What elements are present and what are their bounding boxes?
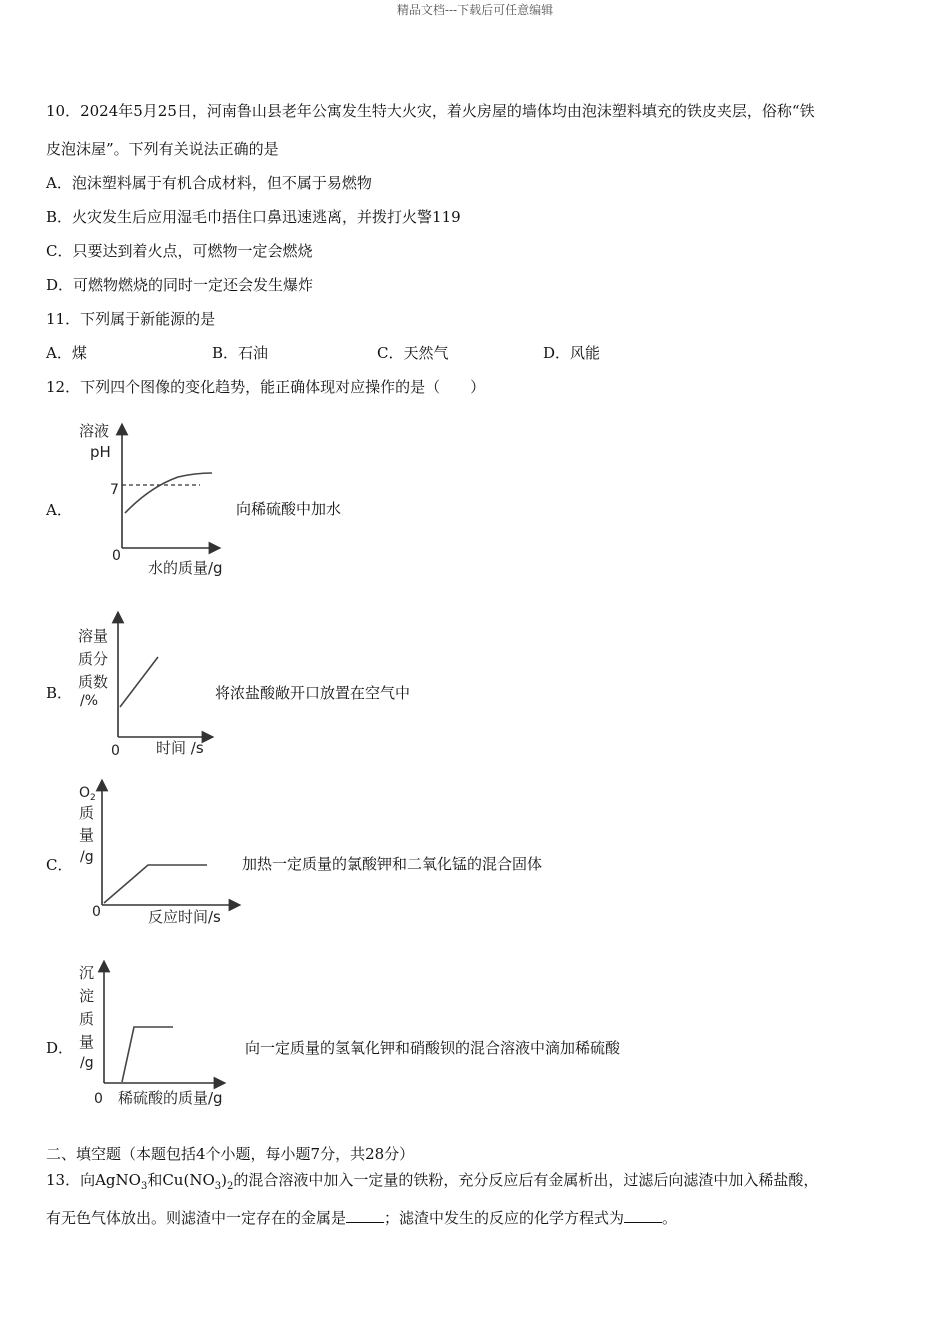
graph-c-y-label-3: /g bbox=[80, 849, 94, 865]
q10-stem-line1: 10．2024年5月25日，河南鲁山县老年公寓发生特大火灾，着火房屋的墙体均由泡沫塑料填充的铁皮夹层，俗称“铁 bbox=[46, 102, 815, 120]
graph-a-curve bbox=[125, 473, 212, 513]
graph-c-origin: 0 bbox=[92, 904, 101, 920]
graph-a-x-label: 水的质量/g bbox=[148, 559, 223, 577]
graph-d-origin: 0 bbox=[94, 1091, 103, 1107]
q12-option-d-label: D． bbox=[46, 1039, 74, 1057]
q11-stem: 11．下列属于新能源的是 bbox=[46, 310, 216, 328]
q11-option-b: B．石油 bbox=[212, 344, 269, 362]
graph-b-y-label-3: 质数 bbox=[78, 673, 109, 691]
q12-option-b-label: B． bbox=[46, 684, 73, 702]
q11-option-a: A．煤 bbox=[46, 344, 87, 362]
graph-a-y-label-1: 溶液 bbox=[79, 422, 110, 440]
q13-blank-1[interactable] bbox=[346, 1208, 384, 1223]
graph-b-y-label-1: 溶量 bbox=[78, 627, 109, 645]
graph-b-y-label-2: 质分 bbox=[78, 650, 109, 668]
q12-option-a-desc: 向稀硫酸中加水 bbox=[236, 500, 342, 518]
q11-option-c: C．天然气 bbox=[377, 344, 449, 362]
graph-b-x-label: 时间 /s bbox=[156, 739, 204, 757]
graph-c bbox=[70, 775, 250, 935]
graph-d-y-label-1: 沉 bbox=[79, 964, 95, 982]
q12-option-b-desc: 将浓盐酸敞开口放置在空气中 bbox=[215, 684, 411, 702]
q12-stem: 12．下列四个图像的变化趋势，能正确体现对应操作的是（ ） bbox=[46, 378, 486, 396]
graph-d bbox=[70, 958, 250, 1118]
q10-stem-line2: 皮泡沫屋”。下列有关说法正确的是 bbox=[46, 140, 279, 158]
graph-c-x-label: 反应时间/s bbox=[148, 908, 221, 926]
graph-c-line bbox=[104, 865, 207, 903]
graph-c-y-label-2: 量 bbox=[79, 826, 95, 844]
graph-c-y-label-o2: $O_2$ bbox=[79, 785, 96, 803]
q11-option-d: D．风能 bbox=[543, 344, 601, 362]
q13-line1: 13．向AgNO$_3$和$Cu(NO_3)_2$的混合溶液中加入一定量的铁粉，充分反应后有金属析出，过滤后向滤渣中加入稀盐酸， bbox=[46, 1171, 819, 1192]
q10-option-a: A．泡沫塑料属于有机合成材料，但不属于易燃物 bbox=[46, 174, 372, 192]
graph-a bbox=[70, 415, 240, 585]
page-header: 精品文档---下载后可任意编辑 bbox=[396, 3, 554, 17]
graph-a-origin: 0 bbox=[112, 548, 121, 564]
q13-line2: 有无色气体放出。则滤渣中一定存在的金属是 ；滤渣中发生的反应的化学方程式为 。 bbox=[46, 1209, 678, 1227]
section-2-heading: 二、填空题（本题包括4个小题，每小题7分，共28分） bbox=[46, 1145, 415, 1163]
graph-d-y-label-4: 量 bbox=[79, 1033, 95, 1051]
q10-option-b: B．火灾发生后应用湿毛巾捂住口鼻迅速逃离，并拨打火警119 bbox=[46, 208, 461, 226]
q12-option-c-label: C． bbox=[46, 856, 73, 874]
graph-b-origin: 0 bbox=[111, 743, 120, 759]
q10-option-c: C．只要达到着火点，可燃物一定会燃烧 bbox=[46, 242, 313, 260]
q13-blank-2[interactable] bbox=[624, 1208, 662, 1223]
q12-option-a-label: A． bbox=[46, 501, 72, 519]
q12-option-c-desc: 加热一定质量的氯酸钾和二氧化锰的混合固体 bbox=[242, 855, 543, 873]
graph-d-y-label-5: /g bbox=[80, 1055, 94, 1071]
graph-d-x-label: 稀硫酸的质量/g bbox=[118, 1089, 223, 1107]
graph-b-line bbox=[120, 657, 158, 707]
graph-a-tick-7: 7 bbox=[110, 482, 119, 498]
graph-d-line bbox=[122, 1027, 173, 1082]
graph-b-y-label-4: /% bbox=[80, 693, 99, 709]
q12-option-d-desc: 向一定质量的氢氧化钾和硝酸钡的混合溶液中滴加稀硫酸 bbox=[245, 1039, 621, 1057]
graph-a-y-label-2: pH bbox=[90, 443, 111, 461]
graph-d-y-label-2: 淀 bbox=[79, 987, 95, 1005]
graph-d-y-label-3: 质 bbox=[79, 1010, 95, 1028]
q10-option-d: D．可燃物燃烧的同时一定还会发生爆炸 bbox=[46, 276, 314, 294]
graph-c-y-label-1: 质 bbox=[79, 804, 95, 822]
